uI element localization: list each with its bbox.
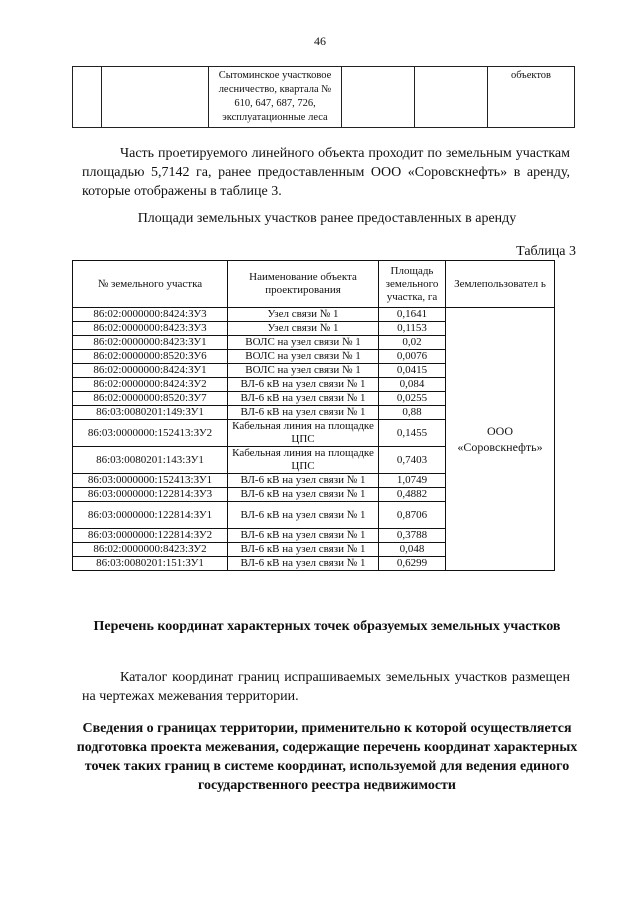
cell-object-name: ВЛ-6 кВ на узел связи № 1 [228, 406, 379, 420]
paragraph-catalog [82, 668, 570, 706]
top-table-cell [102, 67, 209, 128]
cell-object-name: ВОЛС на узел связи № 1 [228, 350, 379, 364]
cell-plot-number: 86:03:0080201:149:ЗУ1 [73, 406, 228, 420]
cell-plot-number: 86:03:0000000:122814:ЗУ2 [73, 529, 228, 543]
cell-land-user [446, 308, 555, 571]
table-caption: Таблица 3 [516, 244, 576, 259]
header-object-name: Наименование объекта проектирования [228, 261, 379, 308]
cell-area: 0,048 [379, 543, 446, 557]
cell-plot-number: 86:02:0000000:8423:ЗУ3 [73, 322, 228, 336]
cell-area: 0,7403 [379, 447, 446, 474]
cell-area: 0,084 [379, 378, 446, 392]
cell-area: 0,4882 [379, 488, 446, 502]
cell-plot-number: 86:03:0000000:152413:ЗУ2 [73, 420, 228, 447]
cell-area: 0,6299 [379, 557, 446, 571]
land-user-line: «Соровскнефть» [457, 440, 543, 454]
table-title: Площади земельных участков ранее предоставленных в аренду [137, 211, 517, 226]
cell-object-name: Кабельная линия на площадке ЦПС [228, 420, 379, 447]
cell-plot-number: 86:02:0000000:8424:ЗУ2 [73, 378, 228, 392]
top-table-last-cell: объектов [488, 67, 575, 128]
cell-object-name: ВЛ-6 кВ на узел связи № 1 [228, 502, 379, 529]
cell-plot-number: 86:03:0000000:122814:ЗУ1 [73, 502, 228, 529]
cell-area: 0,1455 [379, 420, 446, 447]
cell-area: 0,1153 [379, 322, 446, 336]
land-user-line: ООО [487, 424, 513, 438]
top-table-description [209, 67, 342, 128]
header-area: Площадь земельного участка, га [379, 261, 446, 308]
description-line: Сытоминское участковое [218, 70, 332, 81]
cell-object-name: ВЛ-6 кВ на узел связи № 1 [228, 392, 379, 406]
cell-plot-number: 86:02:0000000:8424:ЗУ3 [73, 308, 228, 322]
description-line: эксплуатационные леса [222, 112, 328, 123]
cell-plot-number: 86:03:0000000:152413:ЗУ1 [73, 474, 228, 488]
description-line: 610, 647, 687, 726, [234, 98, 316, 109]
page-number: 46 [314, 34, 326, 48]
cell-area: 1,0749 [379, 474, 446, 488]
paragraph-lease-text: Часть проетируемого линейного объекта проходит по земельным участкам площадью 5,7142 га, ранее предоставленным ООО «Соровскнефть» в аренду, которые отображены в таблице 3. [82, 146, 570, 199]
cell-area: 0,1641 [379, 308, 446, 322]
cell-plot-number: 86:02:0000000:8423:ЗУ2 [73, 543, 228, 557]
cell-object-name: Кабельная линия на площадке ЦПС [228, 447, 379, 474]
paragraph-catalog-text: Каталог координат границ испрашиваемых земельных участков размещен на чертежах межевания территории. [82, 670, 570, 704]
top-table-cell [415, 67, 488, 128]
description-line: лесничество, квартала № [218, 84, 332, 95]
table-header-row [73, 261, 555, 308]
cell-object-name: ВОЛС на узел связи № 1 [228, 336, 379, 350]
top-table-cell [73, 67, 102, 128]
cell-area: 0,0255 [379, 392, 446, 406]
table-row [73, 308, 555, 322]
cell-object-name: ВЛ-6 кВ на узел связи № 1 [228, 543, 379, 557]
top-table-fragment [72, 66, 575, 128]
cell-object-name: ВЛ-6 кВ на узел связи № 1 [228, 488, 379, 502]
cell-area: 0,0076 [379, 350, 446, 364]
cell-plot-number: 86:02:0000000:8424:ЗУ1 [73, 364, 228, 378]
cell-area: 0,0415 [379, 364, 446, 378]
cell-plot-number: 86:03:0000000:122814:ЗУ3 [73, 488, 228, 502]
top-table-cell [342, 67, 415, 128]
cell-object-name: ВЛ-6 кВ на узел связи № 1 [228, 557, 379, 571]
cell-plot-number: 86:02:0000000:8520:ЗУ6 [73, 350, 228, 364]
cell-plot-number: 86:03:0080201:151:ЗУ1 [73, 557, 228, 571]
cell-object-name: ВЛ-6 кВ на узел связи № 1 [228, 474, 379, 488]
cell-object-name: Узел связи № 1 [228, 308, 379, 322]
cell-area: 0,8706 [379, 502, 446, 529]
cell-plot-number: 86:02:0000000:8423:ЗУ1 [73, 336, 228, 350]
cell-object-name: ВЛ-6 кВ на узел связи № 1 [228, 529, 379, 543]
cell-plot-number: 86:03:0080201:143:ЗУ1 [73, 447, 228, 474]
cell-area: 0,02 [379, 336, 446, 350]
header-land-user: Землепользовател ь [446, 261, 555, 308]
cell-object-name: ВЛ-6 кВ на узел связи № 1 [228, 378, 379, 392]
cell-object-name: ВОЛС на узел связи № 1 [228, 364, 379, 378]
cell-area: 0,3788 [379, 529, 446, 543]
land-plots-table [72, 260, 555, 571]
heading-coordinates-list: Перечень координат характерных точек образуемых земельных участков [93, 619, 561, 634]
cell-plot-number: 86:02:0000000:8520:ЗУ7 [73, 392, 228, 406]
header-plot-number: № земельного участка [73, 261, 228, 308]
paragraph-lease-info [82, 144, 570, 201]
cell-object-name: Узел связи № 1 [228, 322, 379, 336]
cell-area: 0,88 [379, 406, 446, 420]
heading-territory-boundaries: Сведения о границах территории, применительно к которой осуществляется подготовка проекта межевания, содержащие перечень координат характерных точек таких границ в системе координат, используемой для ведения единого государственного реестра недвижимости [76, 721, 578, 793]
